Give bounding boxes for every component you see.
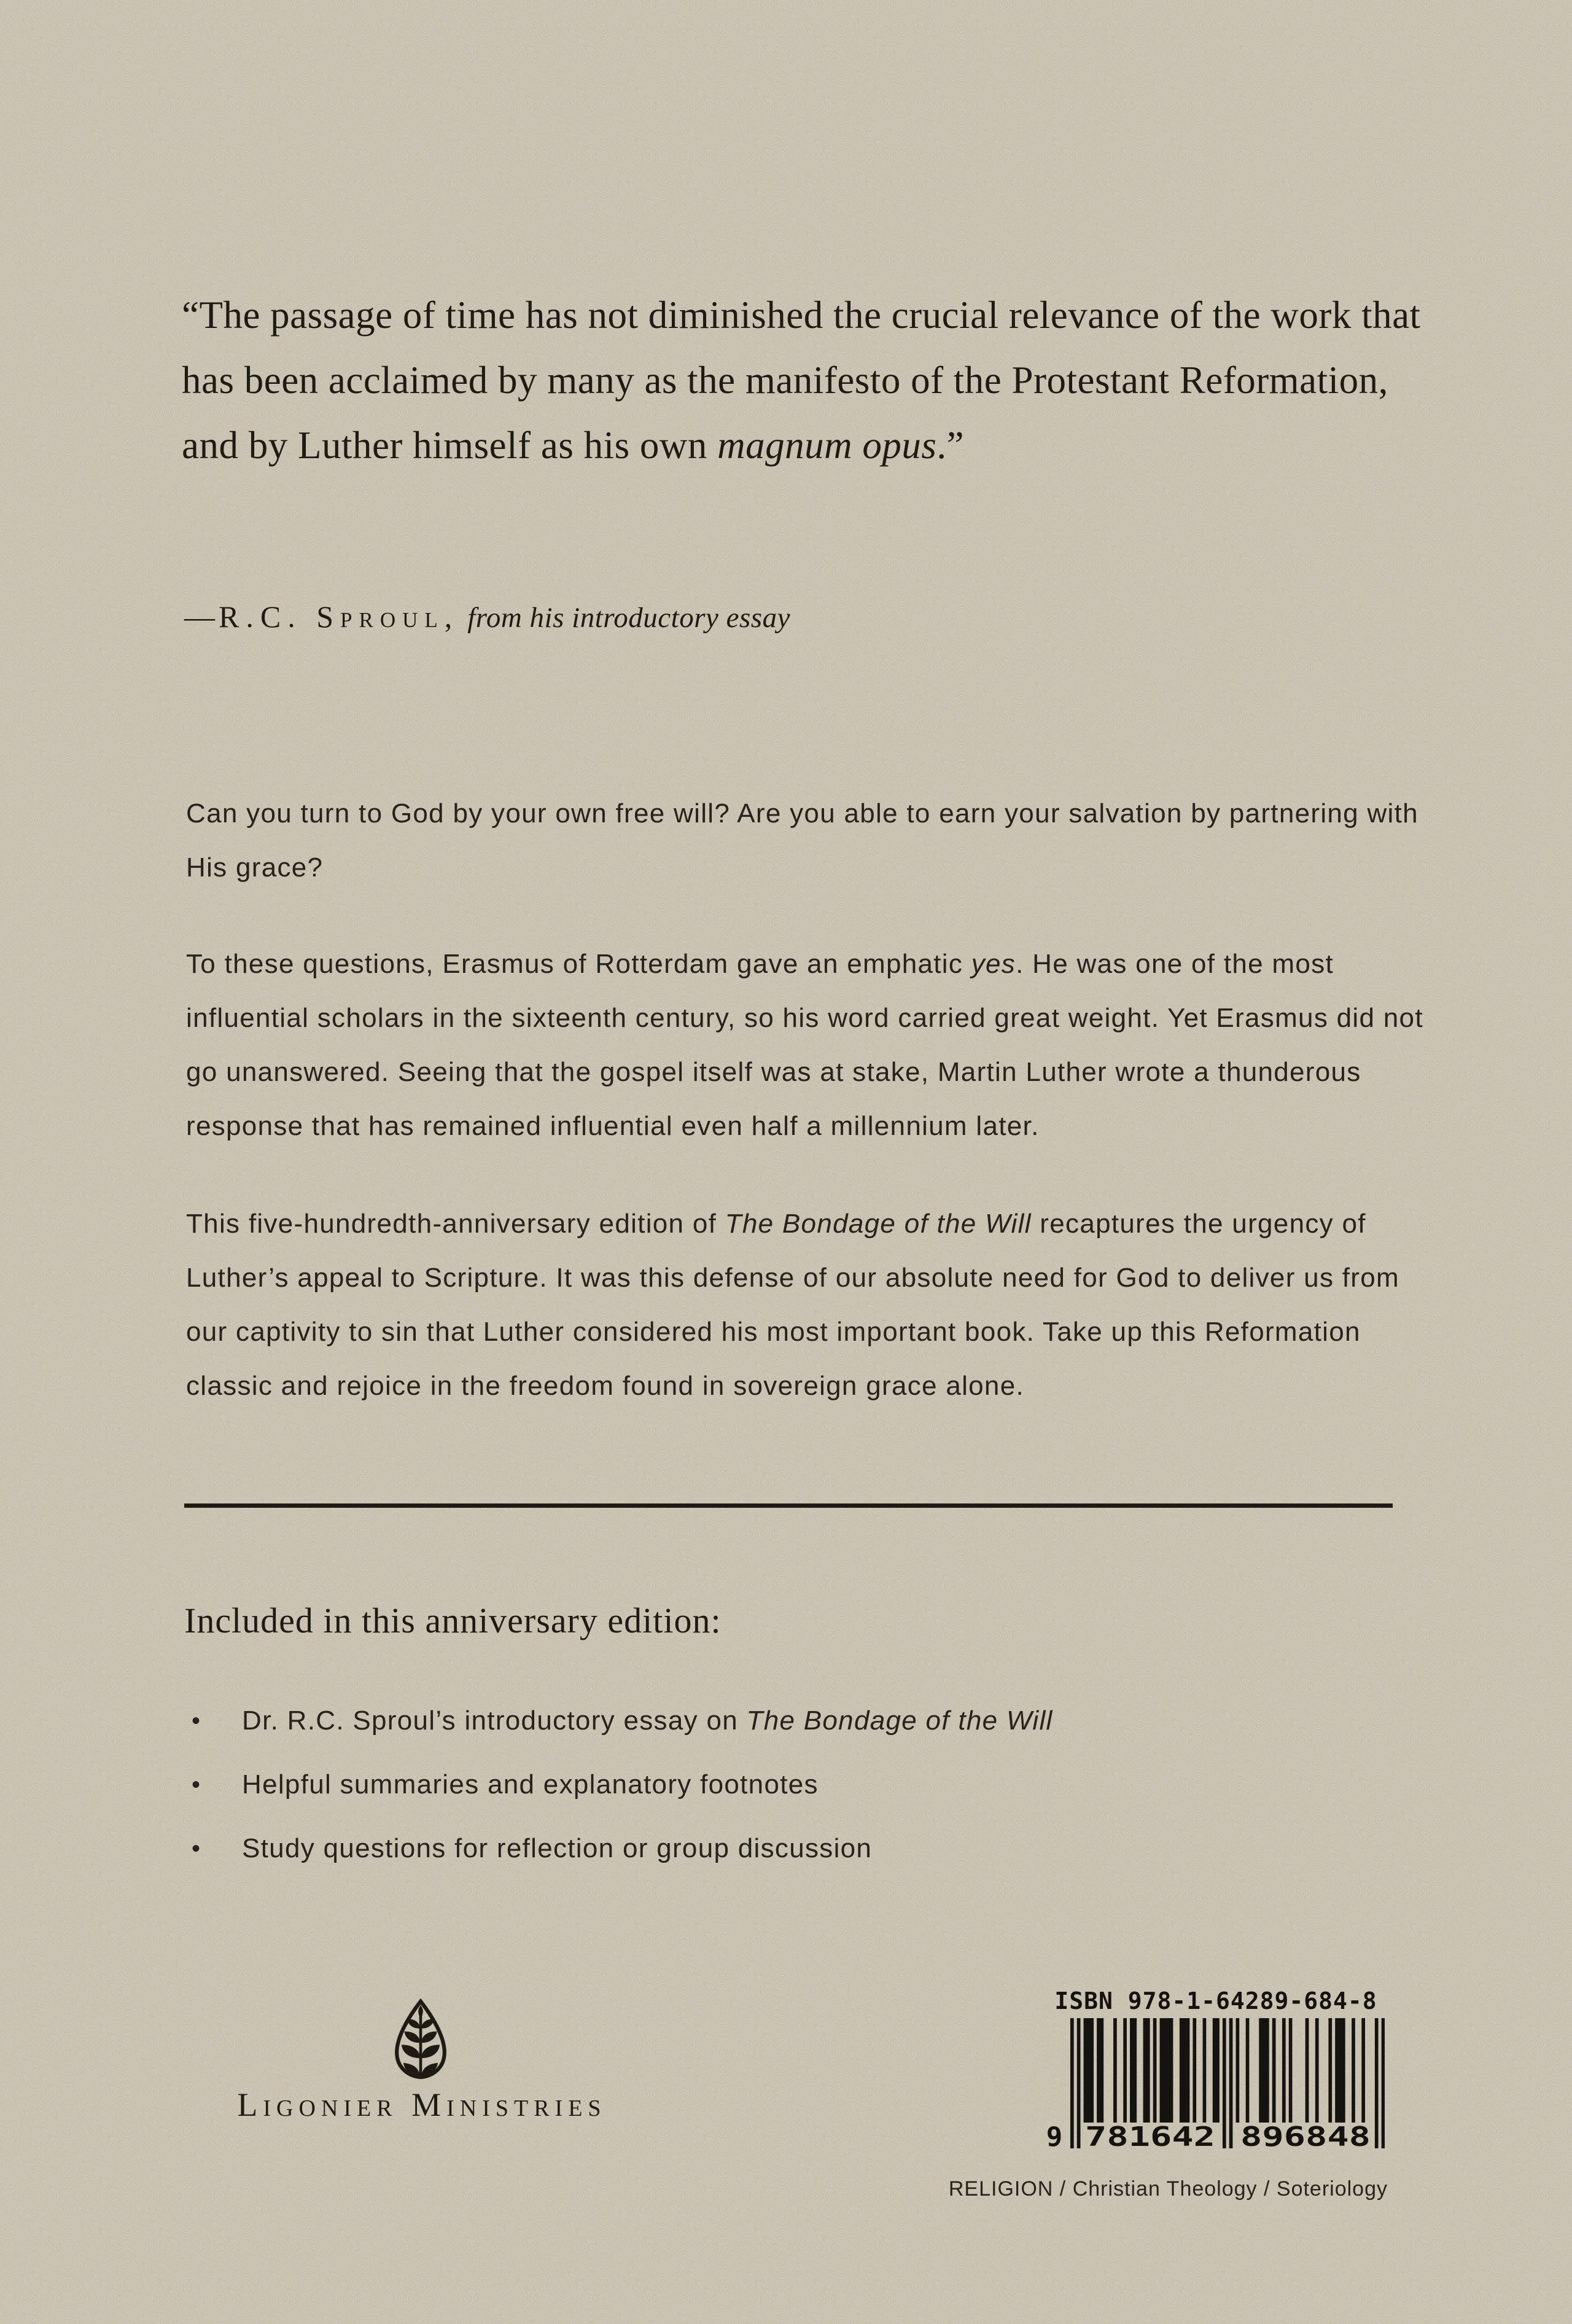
bullet-text-italic: The Bondage of the Will (746, 1706, 1053, 1736)
bullet-text: Helpful summaries and explanatory footnotes (242, 1769, 819, 1800)
bullet-dot-icon: • (192, 1707, 201, 1734)
bullet-dot-icon: • (192, 1771, 201, 1798)
included-heading: Included in this anniversary edition: (184, 1601, 722, 1640)
pull-quote-italic: magnum opus (717, 424, 937, 467)
category-label: RELIGION / Christian Theology / Soteriology (948, 2177, 1388, 2201)
paragraph-edition-rest: recaptures the urgency of Luther’s appeal to Scripture. It was this defense of our absolute need for God to deliver us from our captivity to sin that Luther considered his most important book. Take up this Reformation classic and rejoice in the freedom found in sovereign grace alone. (186, 1209, 1399, 1401)
bullet-text (242, 1700, 1053, 1742)
paragraph-erasmus-rest: . He was one of the most influential scholars in the sixteenth century, so his word carried great weight. Yet Erasmus did not go unanswered. Seeing that the gospel itself was at stake, Martin Luther wrote a thunderous response that has remained influential even half a millennium later. (186, 949, 1423, 1141)
attribution-dash: — (184, 599, 219, 634)
included-bullet-list (192, 1700, 1420, 1892)
pull-quote (182, 283, 1428, 478)
bullet-item-essay (192, 1700, 1420, 1742)
bullet-text-plain: Dr. R.C. Sproul’s introductory essay on (242, 1706, 747, 1736)
ean-barcode (1041, 2018, 1385, 2151)
bullet-dot-icon: • (192, 1835, 201, 1862)
barcode-digit-left: 9 (1046, 2121, 1063, 2151)
paragraph-erasmus (186, 937, 1426, 1153)
paragraph-edition (186, 1197, 1426, 1413)
bullet-item-summaries (192, 1764, 1420, 1806)
paragraph-edition-text: This five-hundredth-anniversary edition of (186, 1209, 725, 1239)
pull-quote-text: “The passage of time has not diminished the crucial relevance of the work that has been acclaimed by many as the manifesto of the Protestant Reformation, and by Luther himself as his own (182, 294, 1421, 467)
attribution-source: from his introductory essay (467, 602, 790, 634)
paragraph-questions: Can you turn to God by your own free will? Are you able to earn your salvation by partnering with His grace? (186, 798, 1418, 883)
pull-quote-close: .” (936, 424, 965, 467)
bullet-text: Study questions for reflection or group discussion (242, 1833, 873, 1863)
bullet-item-study-questions (192, 1828, 1420, 1870)
paragraph-edition-italic: The Bondage of the Will (725, 1209, 1032, 1239)
isbn-label: ISBN 978-1-64289-684-8 (1054, 1987, 1377, 2014)
barcode-digits-group2: 896848 (1240, 2121, 1371, 2151)
paragraph-erasmus-italic: yes (971, 949, 1016, 979)
barcode-digits-group1: 781642 (1085, 2121, 1215, 2151)
attribution-name: R.C. Sproul, (219, 599, 459, 634)
ligonier-tree-logo-icon (379, 1998, 462, 2080)
publisher-name: Ligonier Ministries (237, 2086, 607, 2123)
quote-attribution (184, 599, 1351, 634)
paragraph-erasmus-text: To these questions, Erasmus of Rotterdam gave an emphatic (186, 949, 971, 979)
section-divider (184, 1503, 1393, 1508)
